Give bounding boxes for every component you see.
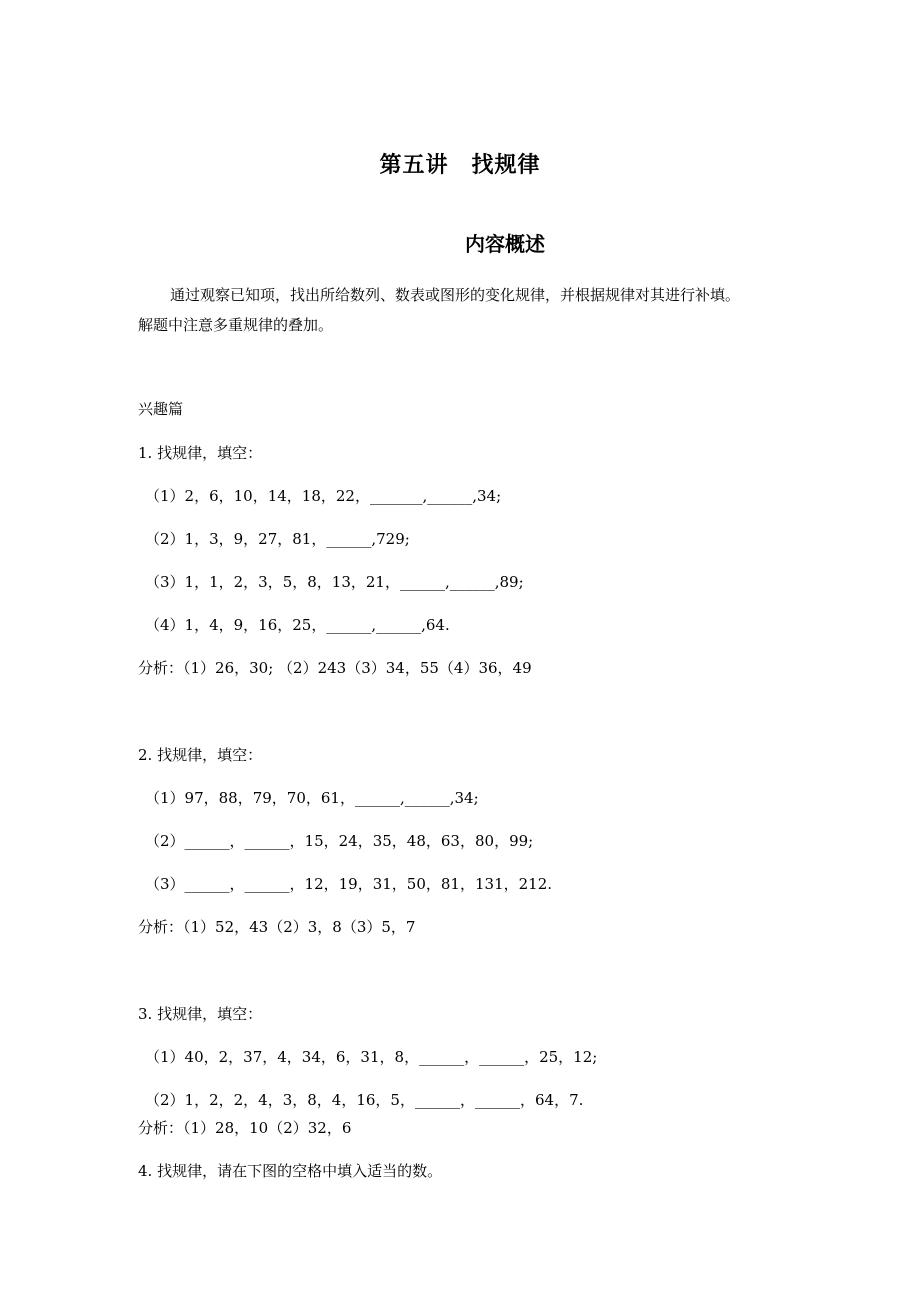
- problem-1-item-2: （2）1，3，9，27，81，______,729;: [145, 530, 410, 548]
- problem-2-item-2: （2）______，______，15，24，35，48，63，80，99;: [145, 832, 534, 850]
- problem-2-analysis: 分析：（1）52，43（2）3，8（3）5，7: [138, 918, 416, 936]
- problem-4-heading: 4. 找规律，请在下图的空格中填入适当的数。: [138, 1162, 443, 1180]
- problem-3-item-2: （2）1，2，2，4，3，8，4，16，5，______，______，64，7.: [145, 1091, 584, 1109]
- problem-1-item-1: （1）2，6，10，14，18，22，_______,______,34;: [145, 487, 502, 505]
- section-subtitle: 内容概述: [465, 232, 545, 256]
- problem-1-heading: 1. 找规律，填空：: [138, 444, 263, 462]
- problem-3-heading: 3. 找规律，填空：: [138, 1005, 263, 1023]
- problem-1-item-3: （3）1，1，2，3，5，8，13，21，______,______,89;: [145, 573, 524, 591]
- section-heading: 兴趣篇: [138, 400, 184, 418]
- problem-2-item-1: （1）97，88，79，70，61，______,______,34;: [145, 789, 479, 807]
- problem-3-analysis: 分析：（1）28，10（2）32，6: [138, 1119, 352, 1137]
- problem-2-heading: 2. 找规律，填空：: [138, 746, 263, 764]
- intro-line-1: 通过观察已知项，找出所给数列、数表或图形的变化规律，并根据规律对其进行补填。: [170, 286, 741, 304]
- problem-1-item-4: （4）1，4，9，16，25，______,______,64.: [145, 616, 450, 634]
- intro-line-2: 解题中注意多重规律的叠加。: [138, 316, 334, 334]
- problem-1-analysis: 分析：（1）26，30; （2）243（3）34，55（4）36，49: [138, 659, 532, 677]
- problem-2-item-3: （3）______，______，12，19，31，50，81，131，212.: [145, 875, 553, 893]
- problem-3-item-1: （1）40，2，37，4，34，6，31，8，______，______，25，12;: [145, 1048, 598, 1066]
- page-title: 第五讲 找规律: [379, 153, 541, 178]
